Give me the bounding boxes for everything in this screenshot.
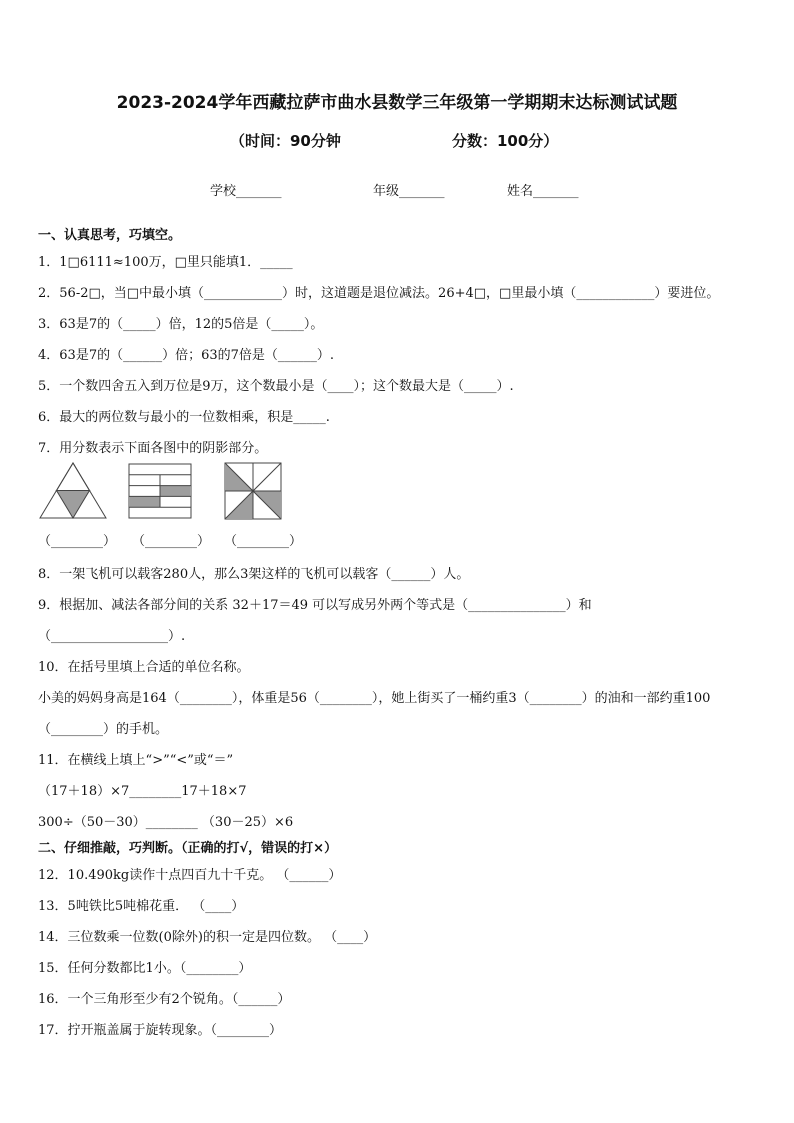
section-2-heading: 二、仔细推敲，巧判断。（正确的打√，错误的打×）: [38, 841, 338, 856]
question-9-cont: （__________________）.: [38, 629, 186, 644]
question-10-line1: 小美的妈妈身高是164（________），体重是56（________），她上街买了一桶约重3（________）的油和一部约重100: [38, 691, 711, 706]
exam-time: （时间：90分钟: [230, 132, 341, 150]
question-1: 1．1□6111≈100万，□里只能填1．_____: [38, 255, 293, 270]
exam-score: 分数：100分）: [452, 132, 559, 150]
question-5: 5．一个数四舍五入到万位是9万，这个数最小是（____）；这个数最大是（_____）.: [38, 379, 514, 394]
question-10: 10．在括号里填上合适的单位名称。: [38, 660, 250, 675]
question-9: 9．根据加、减法各部分间的关系 32＋17＝49 可以写成另外两个等式是（_______________）和: [38, 598, 592, 613]
question-13: 13．5吨铁比5吨棉花重． （____）: [38, 899, 245, 914]
section-1-heading: 一、认真思考，巧填空。: [38, 228, 182, 243]
figure-1-blank: （________）: [38, 534, 117, 549]
question-12: 12．10.490kg读作十点四百九十千克。 （______）: [38, 868, 342, 883]
question-11-a: （17＋18）×7________17＋18×7: [38, 784, 247, 799]
grade-field: 年级_______: [373, 184, 445, 199]
figure-3-blank: （________）: [224, 534, 303, 549]
question-3: 3．63是7的（_____）倍，12的5倍是（_____）。: [38, 317, 324, 332]
question-11-b: 300÷（50－30）________ （30－25）×6: [38, 815, 294, 830]
question-10-line2: （________）的手机。: [38, 722, 169, 737]
triangle-figure: [38, 461, 108, 521]
grid-figure: [128, 463, 192, 519]
square-figure: [224, 462, 284, 520]
question-17: 17．拧开瓶盖属于旋转现象。（________）: [38, 1023, 283, 1038]
question-6: 6．最大的两位数与最小的一位数相乘，积是_____.: [38, 410, 330, 425]
question-8: 8．一架飞机可以载客280人，那么3架这样的飞机可以载客（______）人。: [38, 567, 470, 582]
question-4: 4．63是7的（______）倍；63的7倍是（______）.: [38, 348, 335, 363]
page-title: 2023-2024学年西藏拉萨市曲水县数学三年级第一学期期末达标测试试题: [116, 93, 678, 113]
question-2: 2．56-2□，当□中最小填（____________）时，这道题是退位减法。26+4□，□里最小填（____________）要进位。: [38, 286, 720, 301]
question-11: 11．在横线上填上“>”“<”或“＝”: [38, 753, 234, 768]
name-field: 姓名_______: [507, 184, 579, 199]
school-field: 学校_______: [210, 184, 282, 199]
question-15: 15．任何分数都比1小。（________）: [38, 961, 252, 976]
question-7: 7．用分数表示下面各图中的阴影部分。: [38, 441, 268, 456]
question-16: 16．一个三角形至少有2个锐角。（______）: [38, 992, 291, 1007]
figure-2-blank: （________）: [132, 534, 211, 549]
question-14: 14．三位数乘一位数(0除外)的积一定是四位数。 （____）: [38, 930, 377, 945]
